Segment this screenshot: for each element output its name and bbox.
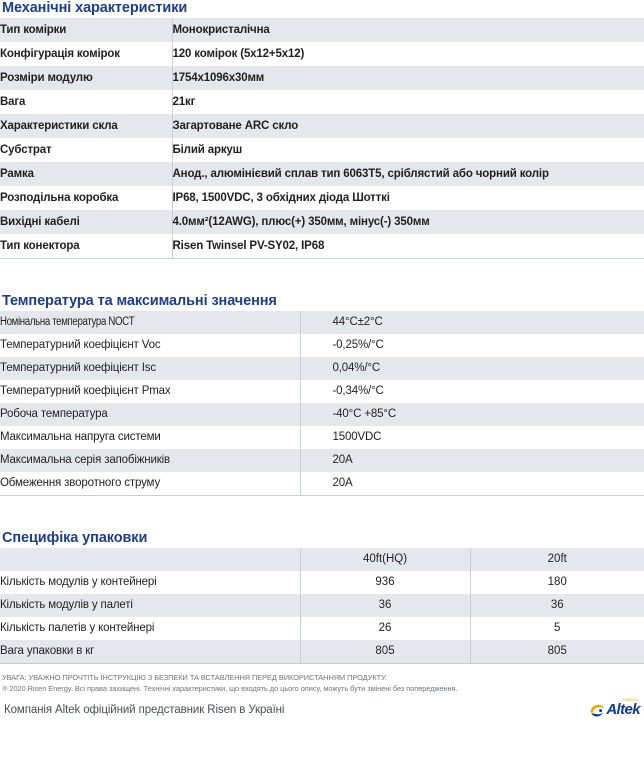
- table-header-row: [0, 548, 644, 571]
- table-row: [0, 66, 644, 90]
- row-value: -40°C +85°C: [300, 403, 644, 426]
- row-value: IP68, 1500VDC, 3 обхідних діода Шотткі: [172, 186, 644, 210]
- packing-table: [0, 548, 644, 663]
- column-header-40ft: 40ft(HQ): [300, 548, 470, 571]
- table-row: [0, 449, 644, 472]
- row-value-40ft: 26: [300, 617, 470, 640]
- row-value: Анод., алюмінієвий сплав тип 6063T5, сріблястий або чорний колір: [172, 162, 644, 186]
- row-value: -0,34%/°C: [300, 380, 644, 403]
- temperature-table: [0, 311, 644, 495]
- table-row: [0, 162, 644, 186]
- row-label: Розподільна коробка: [0, 186, 172, 210]
- table-row: [0, 114, 644, 138]
- table-row: [0, 617, 644, 640]
- row-label: Кількість палетів у контейнері: [0, 617, 300, 640]
- table-row: [0, 472, 644, 495]
- row-label: Рамка: [0, 162, 172, 186]
- table-row: [0, 426, 644, 449]
- column-header-blank: [0, 548, 300, 571]
- footer: [0, 664, 644, 719]
- row-value-40ft: 36: [300, 594, 470, 617]
- row-label: Конфігурація комірок: [0, 42, 172, 66]
- row-value: Risen Twinsel PV-SY02, IP68: [172, 234, 644, 258]
- row-value: Загартоване ARC скло: [172, 114, 644, 138]
- row-label: [0, 311, 300, 334]
- table-row: [0, 186, 644, 210]
- row-value: 0,04%/°C: [300, 357, 644, 380]
- table-row: [0, 18, 644, 42]
- row-value: 1500VDC: [300, 426, 644, 449]
- row-label: Максимальна напруга системи: [0, 426, 300, 449]
- row-value-20ft: 36: [470, 594, 644, 617]
- row-label: Тип конектора: [0, 234, 172, 258]
- row-value: -0,25%/°C: [300, 334, 644, 357]
- partner-statement: Компанія Altek офіційний представник Risen в Україні: [4, 704, 285, 716]
- row-label: Субстрат: [0, 138, 172, 162]
- row-value: 20A: [300, 449, 644, 472]
- column-header-20ft: 20ft: [470, 548, 644, 571]
- row-label: Температурний коефіцієнт Pmax: [0, 380, 300, 403]
- row-label: Температурний коефіцієнт Voc: [0, 334, 300, 357]
- table-row: [0, 311, 644, 334]
- row-value: 1754x1096x30мм: [172, 66, 644, 90]
- table-row: [0, 640, 644, 663]
- table-row: [0, 210, 644, 234]
- row-value-20ft: 180: [470, 571, 644, 594]
- table-row: [0, 234, 644, 258]
- row-label: Характеристики скла: [0, 114, 172, 138]
- temperature-section: [0, 293, 644, 496]
- row-label: Кількість модулів у палеті: [0, 594, 300, 617]
- footer-warning-text: УВАГА: УВАЖНО ПРОЧТІТЬ ІНСТРУКЦІЮ З БЕЗПЕКИ ТА ВСТАВЛЕННЯ ПЕРЕД ВИКОРИСТАННЯМ ПРОДУКТУ.: [2, 673, 387, 682]
- mechanical-table: [0, 18, 644, 258]
- row-value-20ft: 5: [470, 617, 644, 640]
- row-value-40ft: 936: [300, 571, 470, 594]
- row-label-text: Номінальна температура NOCT: [0, 316, 135, 328]
- row-value-40ft: 805: [300, 640, 470, 663]
- spacer-after-mechanical: [0, 259, 644, 293]
- row-label: Кількість модулів у контейнері: [0, 571, 300, 594]
- row-value: 21кг: [172, 90, 644, 114]
- row-value: Білий аркуш: [172, 138, 644, 162]
- row-value: 120 комірок (5x12+5x12): [172, 42, 644, 66]
- row-label: Тип комірки: [0, 18, 172, 42]
- partner-row: [2, 694, 642, 719]
- altek-wordmark: Altek: [606, 701, 640, 718]
- packing-section-title: Специфіка упаковки: [2, 530, 148, 546]
- table-row: [0, 403, 644, 426]
- mechanical-section-title: Механічні характеристики: [2, 0, 188, 16]
- table-row: [0, 571, 644, 594]
- table-row: [0, 380, 644, 403]
- table-row: [0, 357, 644, 380]
- table-row: [0, 334, 644, 357]
- table-row: [0, 42, 644, 66]
- row-label: Максимальна серія запобіжників: [0, 449, 300, 472]
- footer-copyright-text: ℗ 2020 Risen Energy. Всі права захищені. Технічні характеристики, що входять до цього опису, можуть бути змінені без попередження.: [2, 684, 458, 693]
- altek-swoosh-icon: [589, 703, 605, 718]
- row-label: Розміри модулю: [0, 66, 172, 90]
- row-label: Вага упаковки в кг: [0, 640, 300, 663]
- table-row: [0, 138, 644, 162]
- row-value: 4.0мм²(12AWG), плюс(+) 350мм, мінус(-) 350мм: [172, 210, 644, 234]
- row-value: 44°C±2°C: [300, 311, 644, 334]
- altek-logo: [589, 698, 640, 719]
- table-row: [0, 90, 644, 114]
- row-value: 20A: [300, 472, 644, 495]
- row-label: Вага: [0, 90, 172, 114]
- row-value: Монокристалічна: [172, 18, 644, 42]
- altek-wordmark-wrap: [606, 698, 640, 719]
- table-row: [0, 594, 644, 617]
- temperature-section-title: Температура та максимальні значення: [2, 293, 277, 309]
- row-label: Вихідні кабелі: [0, 210, 172, 234]
- spacer-after-temperature: [0, 496, 644, 530]
- altek-tagline: ENERGY: [622, 698, 639, 702]
- row-label: Робоча температура: [0, 403, 300, 426]
- packing-section: [0, 530, 644, 664]
- row-label: Обмеження зворотного струму: [0, 472, 300, 495]
- mechanical-section: [0, 0, 644, 259]
- row-value-20ft: 805: [470, 640, 644, 663]
- row-label: Температурний коефіцієнт Isc: [0, 357, 300, 380]
